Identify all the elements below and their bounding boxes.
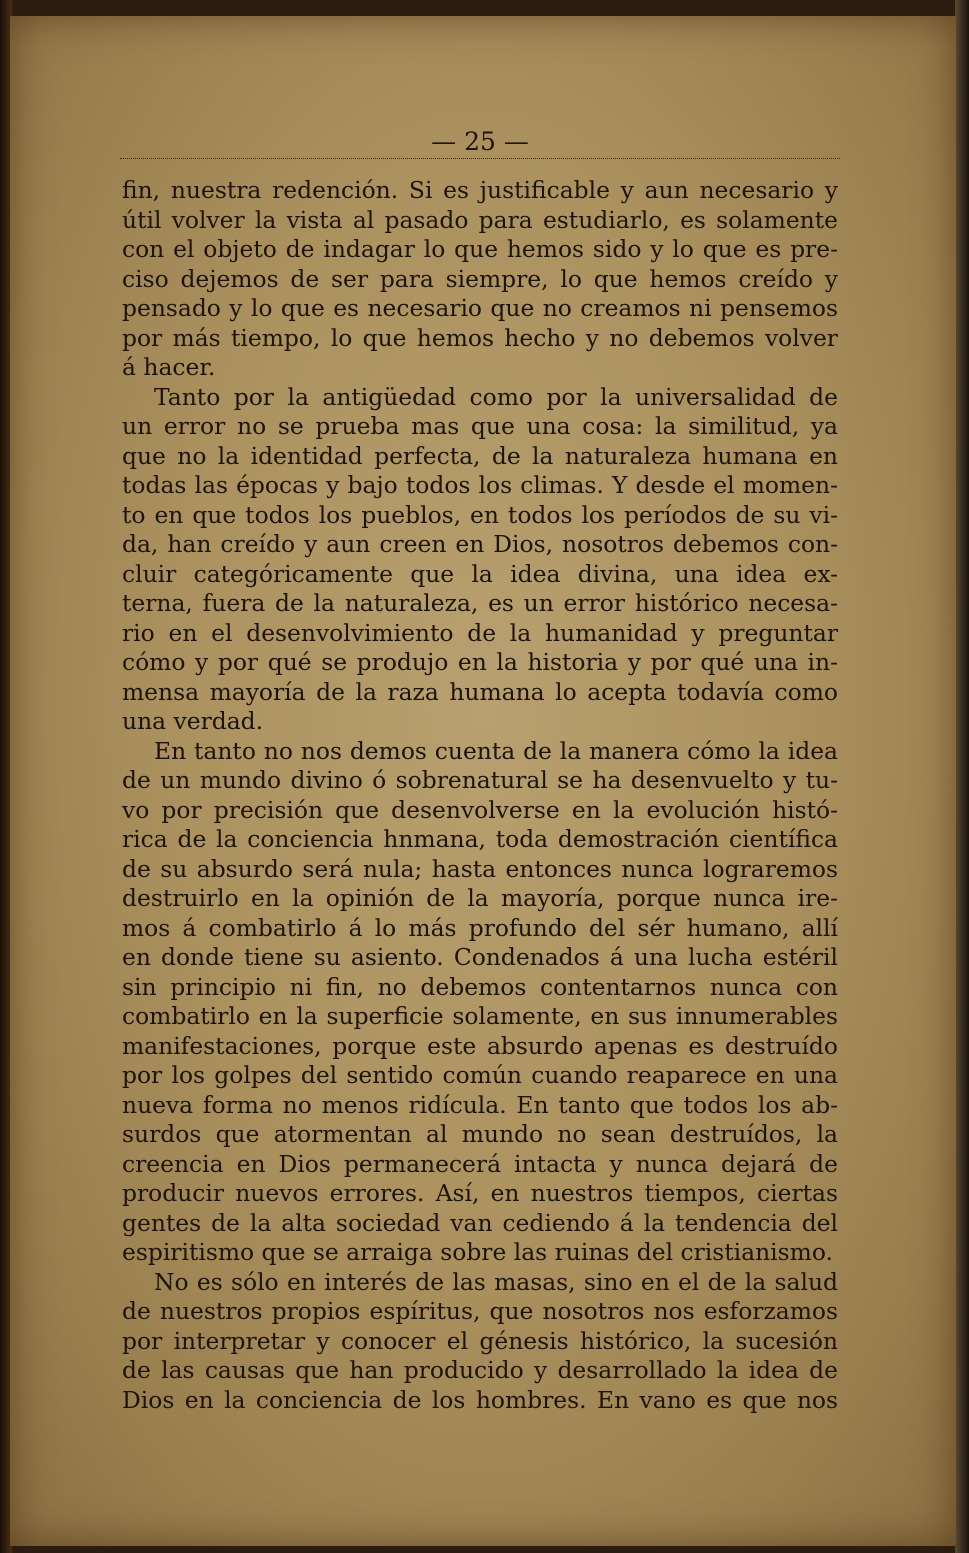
page-stack-edge bbox=[955, 0, 969, 1553]
text-line: rica de la conciencia hnmana, toda demostración científica bbox=[122, 825, 838, 853]
text-line: útil volver la vista al pasado para estudiarlo, es solamente bbox=[122, 205, 838, 234]
text-line: por más tiempo, lo que hemos hecho y no debemos volver bbox=[122, 323, 838, 352]
text-line: espiritismo que se arraiga sobre las ruinas del cristianismo. bbox=[122, 1238, 833, 1266]
text-line: vo por precisión que desenvolverse en la evolución histó- bbox=[122, 795, 838, 824]
text-line: da, han creído y aun creen en Dios, nosotros debemos con- bbox=[122, 530, 838, 558]
text-line: fin, nuestra redención. Si es justificable y aun necesario y bbox=[122, 176, 838, 204]
text-line: manifestaciones, porque este absurdo apenas es destruído bbox=[122, 1031, 838, 1060]
text-line: por los golpes del sentido común cuando reaparece en una bbox=[122, 1061, 838, 1089]
text-line: de un mundo divino ó sobrenatural se ha desenvuelto y tu- bbox=[122, 766, 838, 794]
text-line: á hacer. bbox=[122, 353, 216, 381]
text-line: rio en el desenvolvimiento de la humanidad y preguntar bbox=[122, 618, 838, 647]
text-line: creencia en Dios permanecerá intacta y nunca dejará de bbox=[122, 1149, 838, 1178]
body-text bbox=[122, 176, 838, 1415]
text-line: terna, fuera de la naturaleza, es un error histórico necesa- bbox=[122, 589, 838, 617]
text-line: de su absurdo será nula; hasta entonces nunca lograremos bbox=[122, 854, 838, 883]
text-line: una verdad. bbox=[122, 707, 264, 735]
text-line: todas las épocas y bajo todos los climas. Y desde el momen- bbox=[122, 471, 838, 499]
text-line: de nuestros propios espíritus, que nosotros nos esforzamos bbox=[122, 1297, 838, 1325]
text-line: mensa mayoría de la raza humana lo acepta todavía como bbox=[122, 677, 838, 706]
text-line: mos á combatirlo á lo más profundo del sér humano, allí bbox=[122, 913, 838, 942]
text-line: por interpretar y conocer el génesis histórico, la sucesión bbox=[122, 1326, 838, 1355]
text-line: Tanto por la antigüedad como por la universalidad de bbox=[154, 382, 838, 411]
text-line: surdos que atormentan al mundo no sean destruídos, la bbox=[122, 1120, 838, 1148]
text-line: No es sólo en interés de las masas, sino en el de la salud bbox=[154, 1267, 838, 1296]
text-line: con el objeto de indagar lo que hemos sido y lo que es pre- bbox=[122, 235, 838, 263]
text-line: sin principio ni fin, no debemos contentarnos nunca con bbox=[122, 972, 838, 1001]
text-line: de las causas que han producido y desarrollado la idea de bbox=[122, 1356, 838, 1384]
text-line: Dios en la conciencia de los hombres. En vano es que nos bbox=[122, 1385, 838, 1414]
text-line: gentes de la alta sociedad van cediendo á la tendencia del bbox=[122, 1208, 838, 1237]
text-line: ciso dejemos de ser para siempre, lo que hemos creído y bbox=[122, 264, 838, 293]
text-line: cluir categóricamente que la idea divina, una idea ex- bbox=[122, 559, 838, 588]
text-line: nueva forma no menos ridícula. En tanto que todos los ab- bbox=[122, 1090, 838, 1119]
text-line: to en que todos los pueblos, en todos los períodos de su vi- bbox=[122, 500, 838, 529]
text-line: destruirlo en la opinión de la mayoría, porque nunca ire- bbox=[122, 884, 838, 912]
text-line: pensado y lo que es necesario que no creamos ni pensemos bbox=[122, 294, 838, 322]
text-line: producir nuevos errores. Así, en nuestros tiempos, ciertas bbox=[122, 1179, 838, 1207]
page-number: — 25 — bbox=[431, 127, 529, 156]
header-divider bbox=[120, 158, 840, 159]
text-line: en donde tiene su asiento. Condenados á una lucha estéril bbox=[122, 943, 838, 971]
text-line: un error no se prueba mas que una cosa: la similitud, ya bbox=[122, 412, 838, 440]
text-line: cómo y por qué se produjo en la historia y por qué una in- bbox=[122, 648, 838, 676]
text-line: combatirlo en la superficie solamente, en sus innumerables bbox=[122, 1002, 838, 1030]
text-line: En tanto no nos demos cuenta de la manera cómo la idea bbox=[154, 736, 838, 765]
text-line: que no la identidad perfecta, de la naturaleza humana en bbox=[122, 441, 838, 470]
